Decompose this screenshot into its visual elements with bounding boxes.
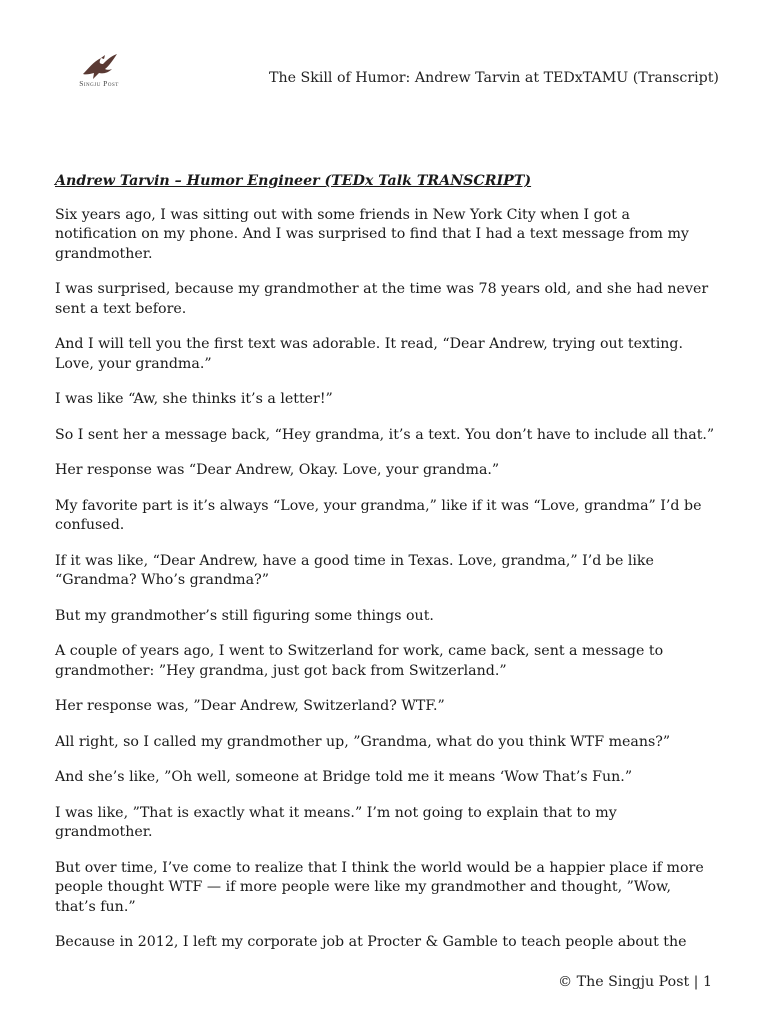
paragraph: But over time, I’ve come to realize that I think the world would be a happier place if more people thought WTF — if more people were like my grandmother and thought, ”Wow, that’s fun.” xyxy=(55,859,704,915)
page-footer: © The Singju Post | 1 xyxy=(557,974,712,990)
transcript-content xyxy=(55,172,715,969)
page-header-title: The Skill of Humor: Andrew Tarvin at TEDxTAMU (Transcript) xyxy=(269,70,719,86)
paragraph: And she’s like, ”Oh well, someone at Bridge told me it means ‘Wow That’s Fun.” xyxy=(55,769,633,785)
paragraph: All right, so I called my grandmother up, ”Grandma, what do you think WTF means?” xyxy=(55,733,671,750)
paragraph: My favorite part is it’s always “Love, your grandma,” like if it was “Love, grandma” I’d be confused. xyxy=(55,497,702,533)
site-logo[interactable] xyxy=(62,52,136,94)
paragraph: But my grandmother’s still figuring some things out. xyxy=(55,607,434,624)
paragraph: A couple of years ago, I went to Switzerland for work, came back, sent a message to grandmother: ”Hey grandma, just got back from Switzerland.” xyxy=(55,643,664,679)
paragraph: So I sent her a message back, “Hey grandma, it’s a text. You don’t have to include all that.” xyxy=(55,426,715,443)
paragraph: And I will tell you the first text was adorable. It read, “Dear Andrew, trying out texting. Love, your grandma.” xyxy=(55,336,683,372)
paragraph: Six years ago, I was sitting out with some friends in New York City when I got a notification on my phone. And I was surprised to find that I had a text message from my grandmother. xyxy=(55,206,689,262)
logo-text: Singju Post xyxy=(79,79,119,88)
paragraph: Because in 2012, I left my corporate job at Procter & Gamble to teach people about the xyxy=(55,934,687,950)
paragraph: Her response was “Dear Andrew, Okay. Love, your grandma.” xyxy=(55,462,500,478)
transcript-heading: Andrew Tarvin – Humor Engineer (TEDx Talk TRANSCRIPT) xyxy=(55,173,532,189)
paragraph: Her response was, ”Dear Andrew, Switzerland? WTF.” xyxy=(55,698,445,714)
paragraph: If it was like, “Dear Andrew, have a good time in Texas. Love, grandma,” I’d be like “Grandma? Who’s grandma?” xyxy=(55,552,654,588)
paragraph: I was like “Aw, she thinks it’s a letter!” xyxy=(55,391,333,407)
paragraph: I was surprised, because my grandmother at the time was 78 years old, and she had never sent a text before. xyxy=(55,281,709,317)
paragraph: I was like, ”That is exactly what it means.” I’m not going to explain that to my grandmother. xyxy=(55,804,617,840)
bird-logo-icon xyxy=(79,52,119,82)
